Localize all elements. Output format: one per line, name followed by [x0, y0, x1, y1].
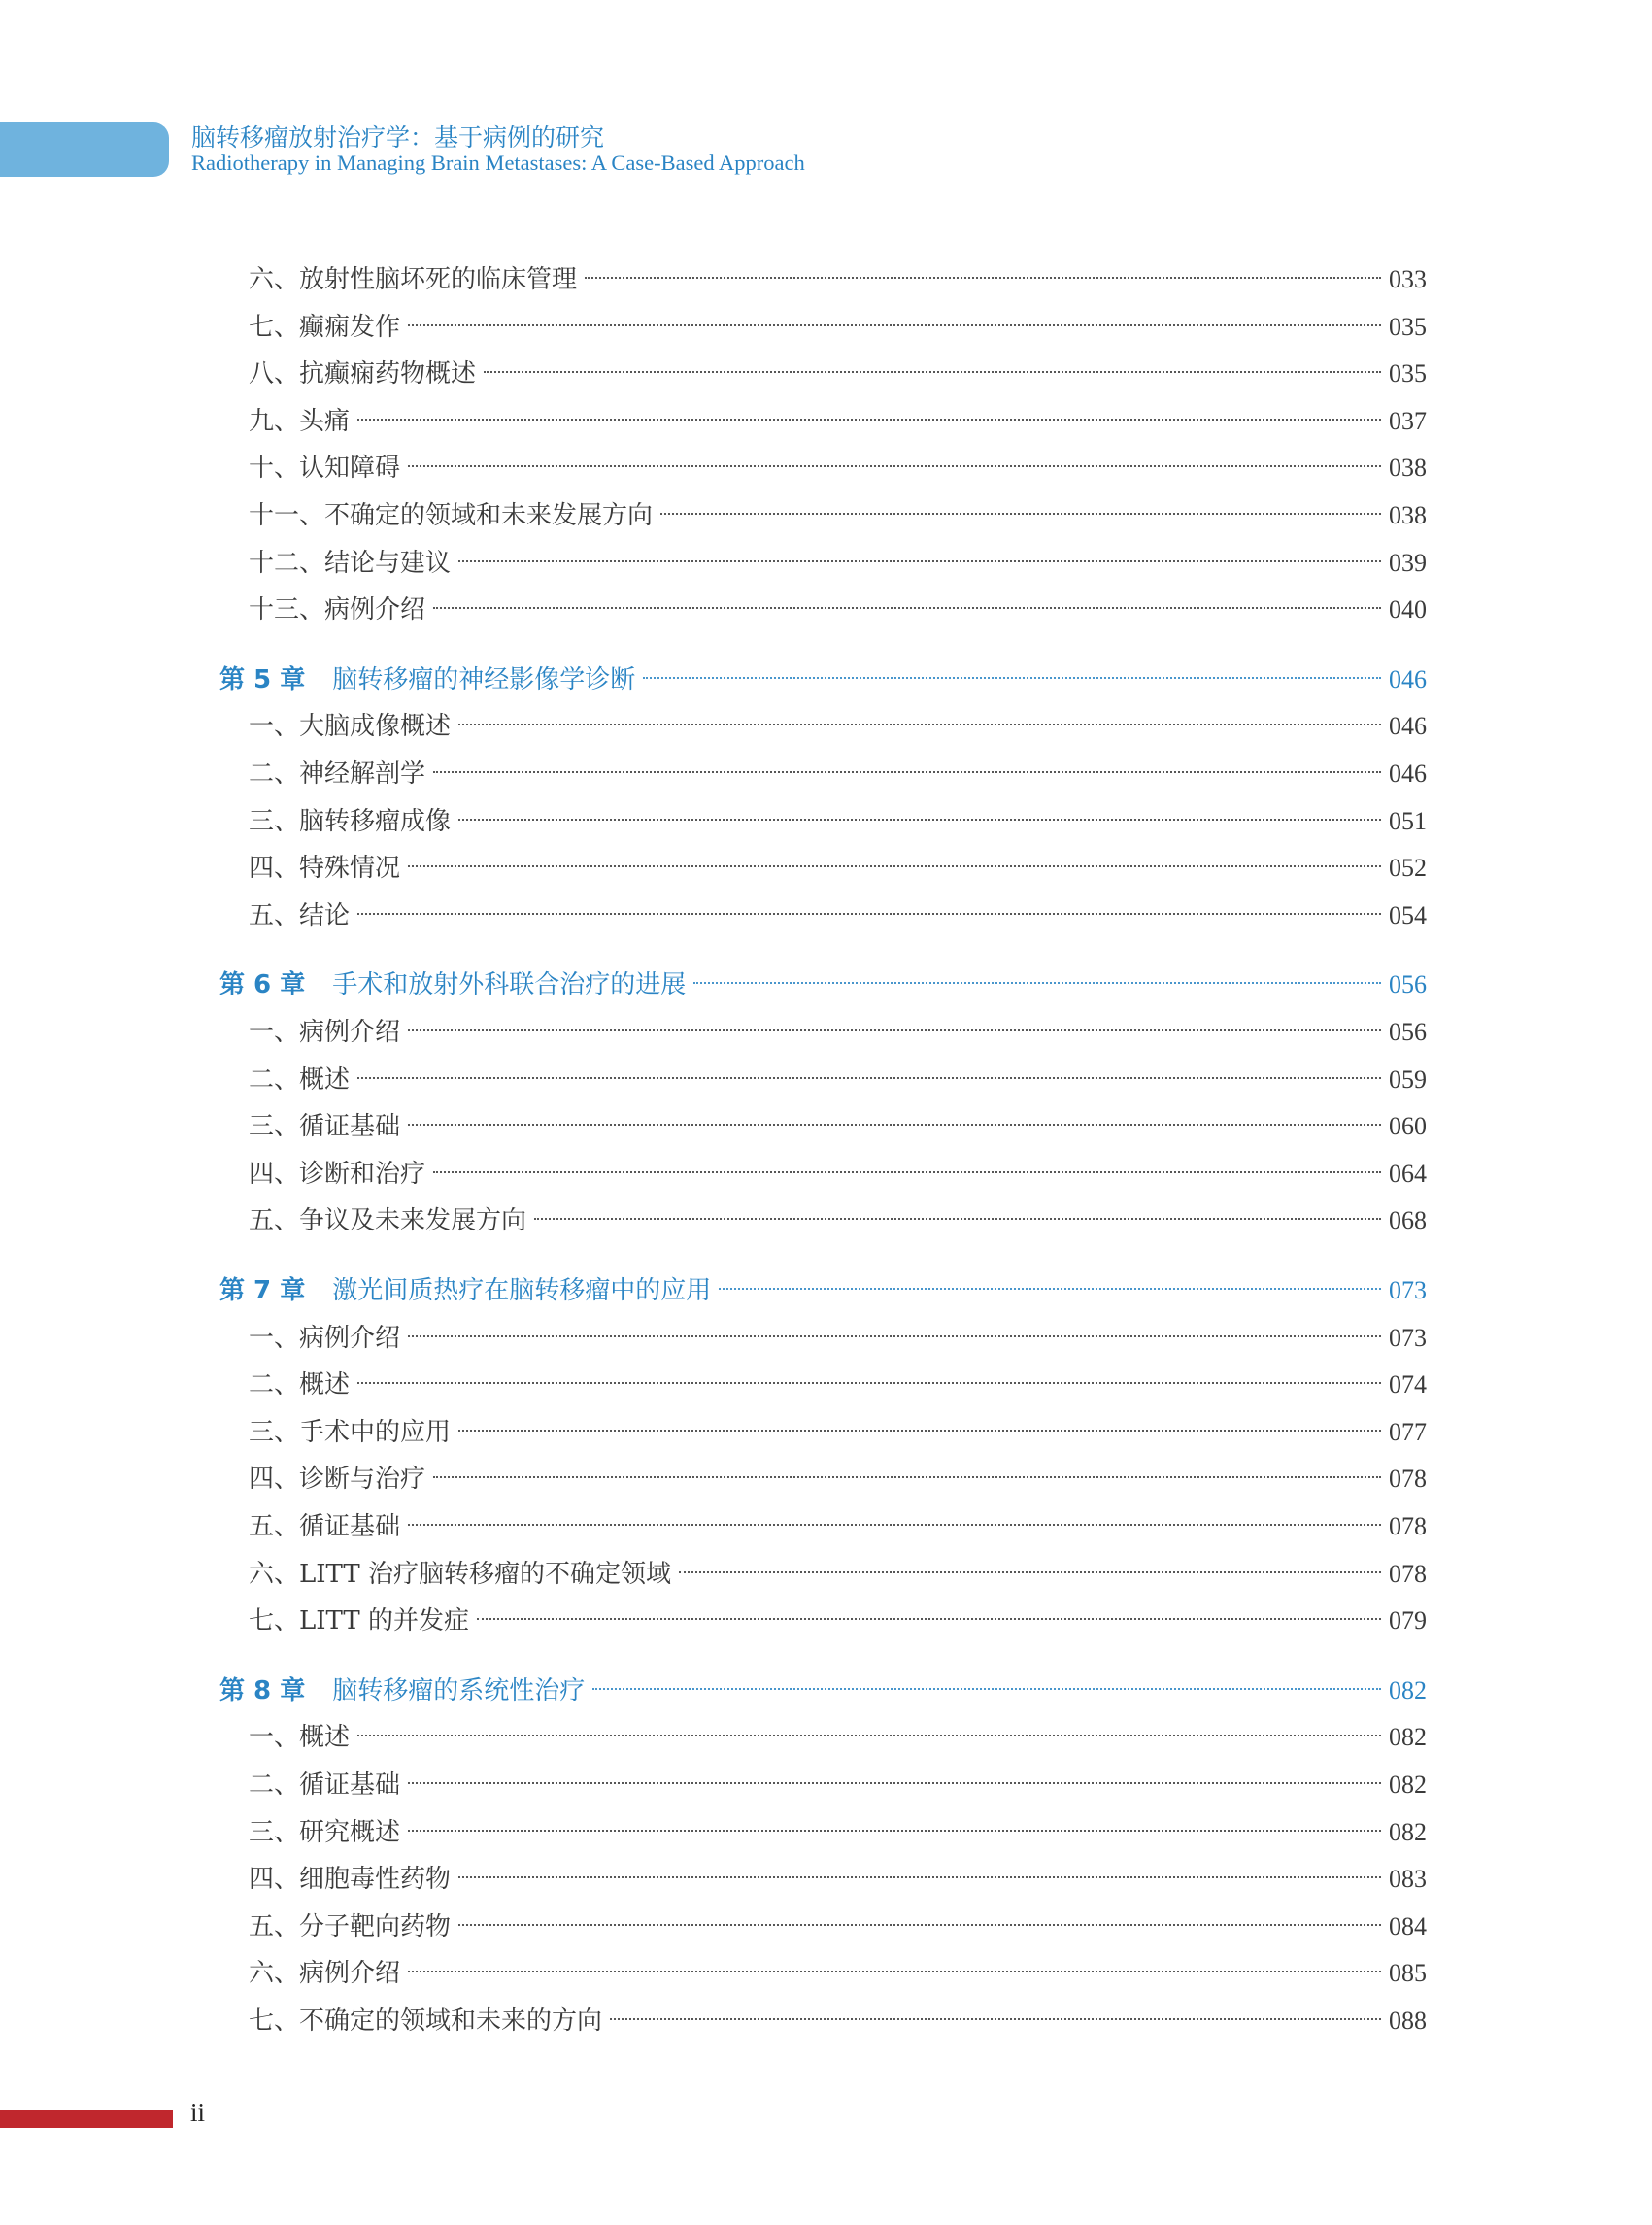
toc-section-row — [249, 400, 1427, 443]
toc-section-row — [249, 1600, 1427, 1642]
section-title: 三、循证基础 — [249, 1112, 401, 1142]
dot-leader — [408, 1830, 1381, 1832]
toc-section-row — [249, 847, 1427, 890]
section-title: 二、循证基础 — [249, 1770, 401, 1800]
dot-leader — [357, 419, 1381, 421]
running-header-title-en: Radiotherapy in Managing Brain Metastases: A Case-Based Approach — [191, 151, 805, 175]
toc-section-row — [249, 800, 1427, 843]
running-header-title-zh: 脑转移瘤放射治疗学：基于病例的研究 — [191, 123, 605, 152]
toc-section-row — [249, 1364, 1427, 1406]
dot-leader — [357, 1735, 1381, 1736]
section-title: 九、头痛 — [249, 406, 351, 436]
toc-page-number: 077 — [1389, 1417, 1427, 1446]
toc-page-number: 037 — [1389, 406, 1427, 435]
section-title: 一、病例介绍 — [249, 1323, 401, 1353]
toc-section-row — [249, 542, 1427, 585]
toc-section-row — [249, 1952, 1427, 1995]
section-title: 四、特殊情况 — [249, 854, 401, 884]
toc-section-row — [249, 753, 1427, 795]
dot-leader — [433, 771, 1381, 773]
dot-leader — [458, 819, 1381, 821]
section-title: 三、手术中的应用 — [249, 1417, 452, 1447]
section-title: 二、概述 — [249, 1370, 351, 1400]
toc-chapter-row — [219, 658, 1427, 701]
toc-page-number: 082 — [1389, 1817, 1427, 1846]
toc-page-number: 078 — [1389, 1465, 1427, 1494]
toc-section-row — [249, 1317, 1427, 1360]
section-title: 八、抗癫痫药物概述 — [249, 359, 477, 389]
dot-leader — [534, 1218, 1381, 1220]
toc-section-row — [249, 1059, 1427, 1101]
dot-leader — [433, 1476, 1381, 1478]
footer-page-number: ii — [190, 2098, 206, 2127]
toc-page-number: 088 — [1389, 2006, 1427, 2035]
dot-leader — [433, 607, 1381, 609]
toc-page-number: 056 — [1389, 970, 1427, 999]
toc-section-row — [249, 705, 1427, 748]
section-title: 二、概述 — [249, 1064, 351, 1095]
toc-page-number: 059 — [1389, 1064, 1427, 1094]
section-title: 四、细胞毒性药物 — [249, 1865, 452, 1895]
dot-leader — [408, 1782, 1381, 1784]
dot-leader — [477, 1618, 1381, 1620]
dot-leader — [484, 371, 1381, 373]
toc-section-row — [249, 1458, 1427, 1500]
dot-leader — [592, 1688, 1381, 1690]
dot-leader — [408, 465, 1381, 467]
dot-leader — [408, 1971, 1381, 1972]
section-title: 五、结论 — [249, 900, 351, 930]
chapter-number: 第 6 章 — [219, 970, 306, 1000]
dot-leader — [719, 1288, 1381, 1290]
toc-section-row — [249, 353, 1427, 395]
dot-leader — [458, 1924, 1381, 1926]
chapter-title: 脑转移瘤的系统性治疗 — [332, 1675, 586, 1705]
toc-page-number: 056 — [1389, 1018, 1427, 1046]
dot-leader — [693, 982, 1381, 984]
toc-page-number: 054 — [1389, 900, 1427, 929]
dot-leader — [408, 1335, 1381, 1337]
toc-section-row — [249, 894, 1427, 937]
dot-leader — [357, 1382, 1381, 1384]
toc-chapter-row — [219, 963, 1427, 1006]
toc-page-number: 084 — [1389, 1911, 1427, 1940]
dot-leader — [458, 560, 1381, 562]
section-title: 四、诊断和治疗 — [249, 1159, 426, 1189]
section-title: 十三、病例介绍 — [249, 595, 426, 625]
chapter-number: 第 7 章 — [219, 1276, 306, 1305]
toc-page-number: 078 — [1389, 1559, 1427, 1588]
chapter-title: 脑转移瘤的神经影像学诊断 — [332, 664, 636, 694]
toc-page-number: 035 — [1389, 312, 1427, 341]
toc-page-number: 078 — [1389, 1512, 1427, 1540]
toc-section-row — [249, 1811, 1427, 1854]
dot-leader — [408, 324, 1381, 326]
dot-leader — [610, 2018, 1381, 2020]
section-title: 二、神经解剖学 — [249, 759, 426, 789]
toc-section-row — [249, 1553, 1427, 1596]
toc-page-number: 046 — [1389, 664, 1427, 693]
section-title: 十二、结论与建议 — [249, 548, 452, 578]
dot-leader — [408, 1524, 1381, 1526]
toc-page-number: 082 — [1389, 1675, 1427, 1704]
header-color-tab — [0, 122, 169, 177]
chapter-title: 手术和放射外科联合治疗的进展 — [332, 970, 687, 1000]
dot-leader — [408, 1029, 1381, 1031]
section-title: 五、争议及未来发展方向 — [249, 1206, 527, 1236]
toc-page-number: 073 — [1389, 1276, 1427, 1304]
toc-page-number: 040 — [1389, 595, 1427, 624]
toc-section-row — [249, 447, 1427, 489]
section-title: 六、LITT 治疗脑转移瘤的不确定领域 — [249, 1559, 671, 1589]
toc-section-row — [249, 1905, 1427, 1948]
toc-page-number: 083 — [1389, 1865, 1427, 1894]
toc-section-row — [249, 1764, 1427, 1806]
dot-leader — [679, 1571, 1381, 1573]
section-title: 三、研究概述 — [249, 1817, 401, 1847]
toc-section-row — [249, 1716, 1427, 1759]
toc-page-number: 052 — [1389, 854, 1427, 883]
toc-chapter-row — [219, 1269, 1427, 1312]
chapter-number: 第 5 章 — [219, 664, 306, 694]
section-title: 一、大脑成像概述 — [249, 712, 452, 742]
toc-section-row — [249, 2000, 1427, 2042]
toc-page-number: 060 — [1389, 1112, 1427, 1141]
section-title: 七、LITT 的并发症 — [249, 1606, 469, 1636]
toc-section-row — [249, 494, 1427, 537]
dot-leader — [408, 865, 1381, 867]
section-title: 七、癫痫发作 — [249, 312, 401, 342]
section-title: 一、病例介绍 — [249, 1018, 401, 1047]
toc-section-row — [249, 589, 1427, 631]
dot-leader — [458, 1430, 1381, 1432]
toc-section-row — [249, 1858, 1427, 1901]
toc-page-number: 074 — [1389, 1370, 1427, 1399]
toc-section-row — [249, 1505, 1427, 1548]
toc-page-number: 039 — [1389, 548, 1427, 577]
section-title: 十、认知障碍 — [249, 454, 401, 484]
chapter-number: 第 8 章 — [219, 1675, 306, 1705]
section-title: 六、放射性脑坏死的临床管理 — [249, 265, 578, 294]
toc-section-row — [249, 1105, 1427, 1148]
toc-page-number: 035 — [1389, 359, 1427, 388]
section-title: 一、概述 — [249, 1723, 351, 1753]
footer-red-bar — [0, 2110, 173, 2128]
section-title: 七、不确定的领域和未来的方向 — [249, 2006, 603, 2036]
toc-page-number: 082 — [1389, 1723, 1427, 1752]
toc-section-row — [249, 258, 1427, 301]
dot-leader — [433, 1171, 1381, 1173]
dot-leader — [357, 913, 1381, 915]
toc-page-number: 064 — [1389, 1159, 1427, 1188]
section-title: 五、循证基础 — [249, 1512, 401, 1541]
toc-page-number: 046 — [1389, 712, 1427, 741]
section-title: 十一、不确定的领域和未来发展方向 — [249, 501, 654, 530]
toc-section-row — [249, 1411, 1427, 1454]
section-title: 四、诊断与治疗 — [249, 1465, 426, 1495]
toc-section-row — [249, 1199, 1427, 1242]
toc-page-number: 051 — [1389, 806, 1427, 835]
dot-leader — [408, 1124, 1381, 1126]
toc-page-number: 038 — [1389, 454, 1427, 483]
toc-page-number: 073 — [1389, 1323, 1427, 1352]
dot-leader — [643, 677, 1381, 679]
dot-leader — [458, 724, 1381, 725]
section-title: 六、病例介绍 — [249, 1959, 401, 1989]
dot-leader — [660, 513, 1381, 515]
dot-leader — [458, 1876, 1381, 1878]
toc-section-row — [249, 1011, 1427, 1054]
toc-page-number: 038 — [1389, 501, 1427, 529]
toc-section-row — [249, 306, 1427, 349]
toc-chapter-row — [219, 1669, 1427, 1712]
toc-section-row — [249, 1153, 1427, 1196]
toc-page-number: 068 — [1389, 1206, 1427, 1235]
dot-leader — [357, 1077, 1381, 1079]
toc-page-number: 046 — [1389, 759, 1427, 788]
toc-page-number: 079 — [1389, 1606, 1427, 1635]
section-title: 五、分子靶向药物 — [249, 1911, 452, 1941]
section-title: 三、脑转移瘤成像 — [249, 806, 452, 836]
dot-leader — [585, 277, 1381, 279]
toc-page-number: 033 — [1389, 265, 1427, 293]
toc-page-number: 082 — [1389, 1770, 1427, 1799]
toc-page-number: 085 — [1389, 1959, 1427, 1988]
chapter-title: 激光间质热疗在脑转移瘤中的应用 — [332, 1276, 712, 1305]
